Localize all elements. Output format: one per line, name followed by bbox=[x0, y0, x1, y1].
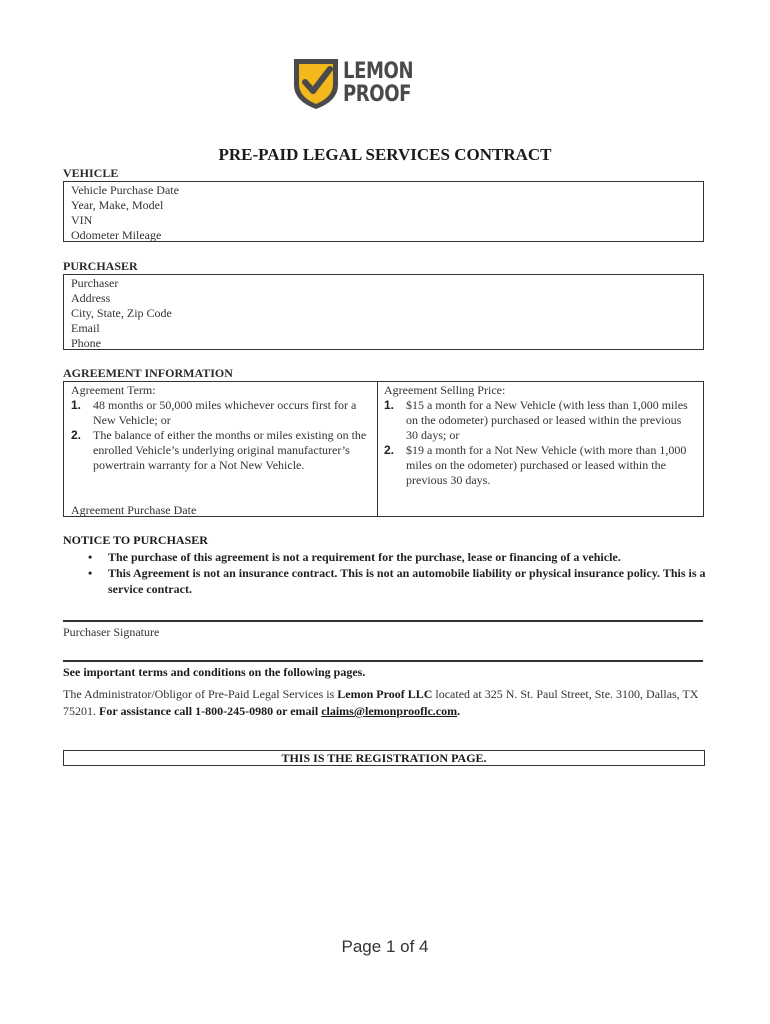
vin-field[interactable]: VIN bbox=[71, 213, 93, 227]
notice-item-text: This Agreement is not an insurance contract. This is not an automobile liability or physical insurance policy. This is a service contract. bbox=[108, 566, 706, 596]
year-make-model-field[interactable]: Year, Make, Model bbox=[71, 198, 164, 212]
city-state-zip-field[interactable]: City, State, Zip Code bbox=[71, 306, 172, 320]
notice-item bbox=[88, 549, 708, 565]
price-item-text: $15 a month for a New Vehicle (with less than 1,000 miles on the odometer) purchased or leased within the previous 30 days; or bbox=[406, 398, 688, 442]
odometer-mileage-field[interactable]: Odometer Mileage bbox=[71, 228, 162, 242]
phone-field[interactable]: Phone bbox=[71, 336, 101, 350]
agreement-box bbox=[63, 381, 704, 517]
purchaser-section-label: PURCHASER bbox=[63, 259, 138, 273]
purchaser-name-field[interactable]: Purchaser bbox=[71, 276, 119, 290]
signature-line-divider bbox=[63, 620, 703, 622]
price-item bbox=[384, 443, 696, 488]
agreement-divider bbox=[377, 382, 378, 516]
purchaser-signature-field[interactable]: Purchaser Signature bbox=[63, 625, 160, 639]
term-item-number: 2. bbox=[71, 428, 82, 442]
bullet-icon: • bbox=[88, 566, 93, 580]
administrator-info bbox=[63, 686, 713, 720]
price-item-number: 2. bbox=[384, 443, 395, 457]
see-terms-note: See important terms and conditions on the following pages. bbox=[63, 665, 366, 679]
admin-address: located at 325 N. St. Paul Street, Ste. 3100, Dallas, TX 75201. bbox=[63, 687, 699, 718]
logo-text-line2: PROOF bbox=[343, 82, 412, 107]
notice-item-text: The purchase of this agreement is not a requirement for the purchase, lease or financing of a vehicle. bbox=[108, 550, 621, 564]
registration-page-banner: THIS IS THE REGISTRATION PAGE. bbox=[63, 750, 705, 766]
agreement-purchase-date-field[interactable]: Agreement Purchase Date bbox=[71, 503, 197, 517]
vehicle-purchase-date-field[interactable]: Vehicle Purchase Date bbox=[71, 183, 179, 197]
email-field[interactable]: Email bbox=[71, 321, 100, 335]
agreement-term-label: Agreement Term: bbox=[71, 383, 156, 397]
shield-check-icon bbox=[290, 55, 342, 111]
term-item-text: The balance of either the months or miles existing on the enrolled Vehicle’s underlying original manufacturer’s powertrain warranty for a Not New Vehicle. bbox=[93, 428, 367, 472]
vehicle-section-label: VEHICLE bbox=[63, 166, 119, 180]
admin-company: Lemon Proof LLC bbox=[337, 687, 433, 701]
address-field[interactable]: Address bbox=[71, 291, 111, 305]
vehicle-box bbox=[63, 181, 704, 242]
logo-text-line1: LEMON bbox=[343, 59, 414, 84]
admin-assist: For assistance call 1-800-245-0980 or email bbox=[99, 704, 322, 718]
claims-email-link[interactable]: claims@lemonprooflc.com bbox=[321, 704, 458, 718]
notice-item bbox=[88, 565, 708, 597]
agreement-term-column bbox=[71, 383, 371, 473]
admin-suffix: . bbox=[457, 704, 461, 718]
agreement-price-column bbox=[384, 383, 696, 488]
notice-title: NOTICE TO PURCHASER bbox=[63, 533, 208, 547]
price-item bbox=[384, 398, 696, 443]
agreement-price-label: Agreement Selling Price: bbox=[384, 383, 506, 397]
contract-title: PRE-PAID LEGAL SERVICES CONTRACT bbox=[218, 145, 552, 164]
price-item-text: $19 a month for a Not New Vehicle (with more than 1,000 miles on the odometer) purchased or leased within the previous 30 days. bbox=[406, 443, 687, 487]
purchaser-box bbox=[63, 274, 704, 350]
admin-prefix: The Administrator/Obligor of Pre-Paid Legal Services is bbox=[63, 687, 338, 701]
signature-bottom-divider bbox=[63, 660, 703, 662]
term-item-text: 48 months or 50,000 miles whichever occurs first for a New Vehicle; or bbox=[93, 398, 357, 427]
agreement-section-label: AGREEMENT INFORMATION bbox=[63, 366, 233, 380]
bullet-icon: • bbox=[88, 550, 93, 564]
term-item-number: 1. bbox=[71, 398, 82, 412]
company-logo bbox=[290, 55, 425, 111]
term-item bbox=[71, 398, 371, 428]
term-item bbox=[71, 428, 371, 473]
price-item-number: 1. bbox=[384, 398, 395, 412]
notice-list bbox=[88, 549, 708, 597]
page-number: Page 1 of 4 bbox=[341, 937, 429, 956]
